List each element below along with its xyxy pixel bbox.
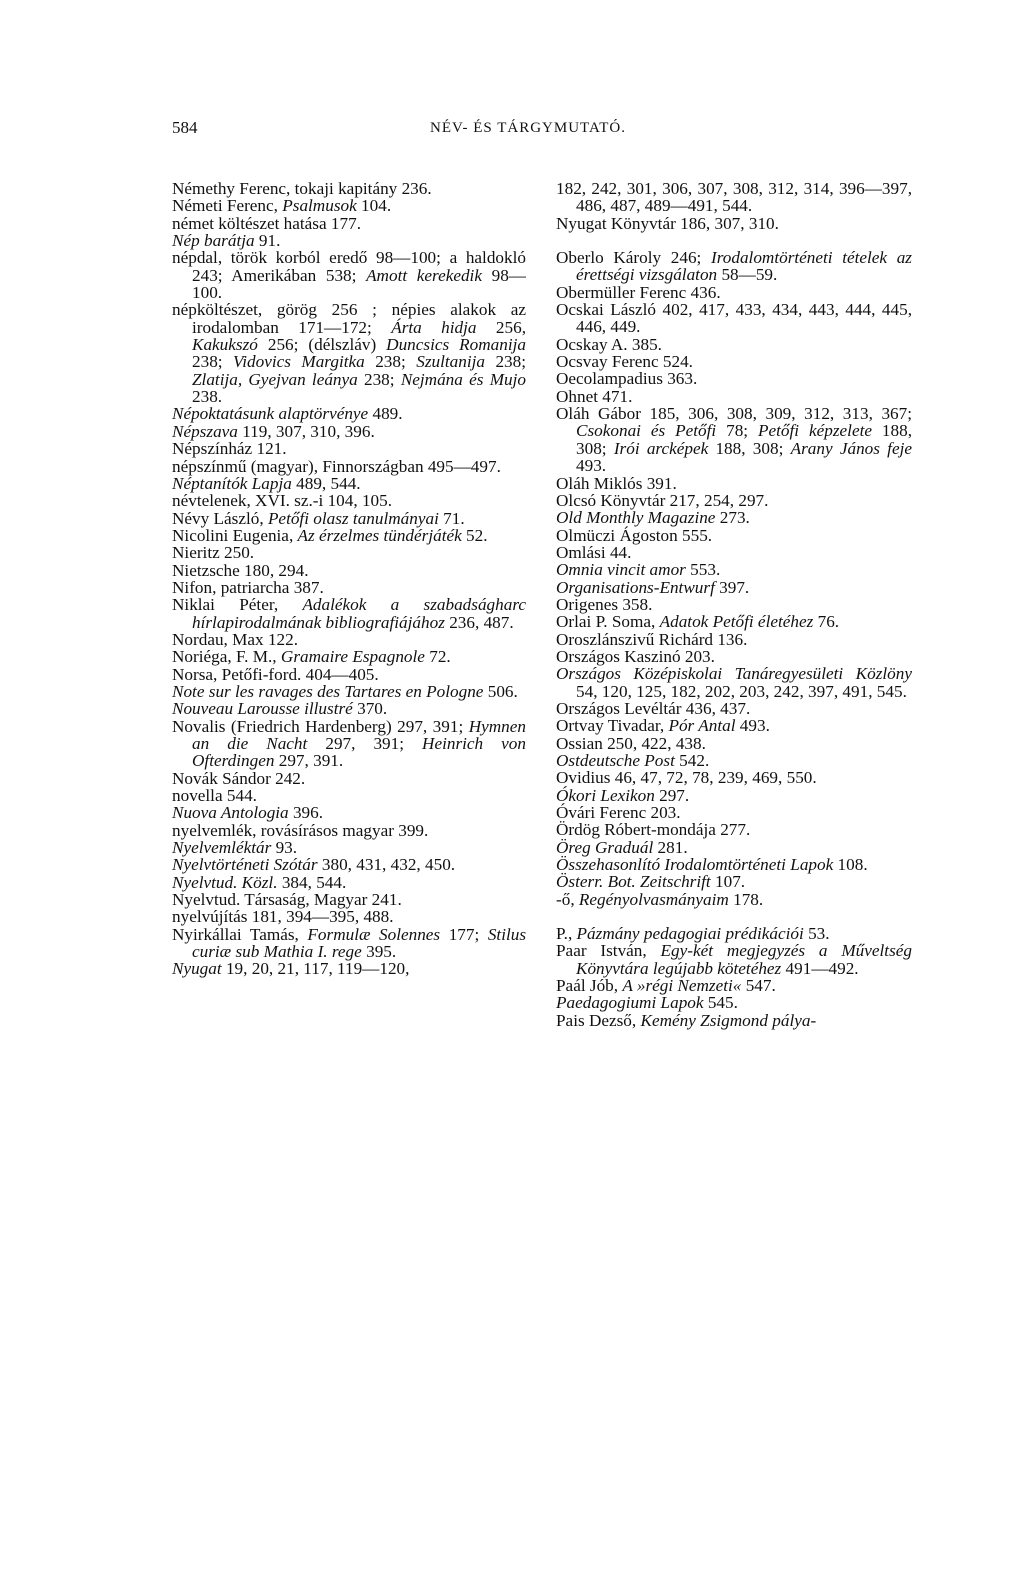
index-entry-italic-text: Nyelvemléktár — [172, 838, 272, 858]
index-entry — [556, 596, 912, 613]
index-entry-text: Ocsvay Ferenc 524. — [556, 352, 693, 372]
index-entry — [172, 718, 526, 770]
page-number: 584 — [172, 118, 198, 137]
index-entry — [556, 561, 912, 578]
index-entry-text: 98—100. — [192, 265, 526, 303]
index-entry-text: 182, 242, 301, 306, 307, 308, 312, 314, 396—397, 486, 487, 489—491, 544. — [556, 179, 912, 216]
index-entry — [172, 475, 526, 492]
index-entry — [556, 839, 912, 856]
index-entry-italic-text: Nyelvtud. Közl. — [172, 872, 278, 892]
index-entry-text: -ő, — [556, 889, 579, 909]
index-entry-text: Ortvay Tivadar, — [556, 716, 669, 736]
index-entry — [172, 180, 526, 197]
index-entry — [172, 215, 526, 232]
index-entry-text: népköltészet, görög 256 ; népies alakok az irodalomban 171—172; — [172, 300, 526, 337]
index-entry-italic-text: Adalékok a szabadságharc hírlapirodalmának bibliografiájához — [192, 595, 527, 632]
index-entry-text: 238; — [364, 352, 417, 372]
index-entry — [172, 770, 526, 787]
index-entry — [556, 249, 912, 284]
index-entry-text: népszínmű (magyar), Finnországban 495—497. — [172, 456, 501, 476]
index-entry-text: 256, — [476, 317, 526, 337]
index-entry — [172, 197, 526, 214]
index-entry-italic-text: Árta hidja — [391, 317, 477, 337]
index-entry — [556, 977, 912, 994]
index-entry-text: nyelvújítás 181, 394—395, 488. — [172, 907, 394, 927]
index-entry-text: 58—59. — [717, 265, 778, 285]
index-entry-italic-text: Old Monthly Magazine — [556, 508, 716, 528]
index-entry — [172, 856, 526, 873]
index-entry — [556, 804, 912, 821]
index-entry — [556, 821, 912, 838]
index-entry — [556, 994, 912, 1011]
index-entry — [556, 1012, 912, 1029]
index-entry-text: Oroszlánszivű Richárd 136. — [556, 629, 748, 649]
index-entry-italic-text: Egy-két megjegyzés a Műveltség Könyvtára legújabb kötetéhez — [576, 941, 912, 978]
index-entry-italic-text: Nyelvtörténeti Szótár — [172, 855, 318, 875]
index-entry — [172, 510, 526, 527]
index-entry-text: novella 544. — [172, 786, 257, 806]
index-entry-text: 489, 544. — [291, 473, 361, 493]
index-entry — [556, 665, 912, 700]
index-entry — [172, 926, 526, 961]
index-entry — [556, 492, 912, 509]
index-entry-text: Névy László, — [172, 508, 268, 528]
index-entry-italic-text: Petőfi olasz tanulmányai — [267, 508, 439, 528]
index-entry — [172, 700, 526, 717]
index-entry-italic-text: Gramaire Espagnole — [280, 647, 425, 667]
index-entry — [556, 180, 912, 215]
index-entry — [172, 232, 526, 249]
index-entry-text: Oecolampadius 363. — [556, 369, 698, 389]
index-entry — [172, 405, 526, 422]
index-entry — [556, 925, 912, 942]
index-entry — [556, 284, 912, 301]
index-entry-italic-text: Pór Antal — [668, 716, 736, 736]
index-entry — [172, 423, 526, 440]
index-entry — [556, 752, 912, 769]
index-entry — [556, 336, 912, 353]
index-entry-text: 542. — [674, 751, 710, 770]
index-entry-text: 281. — [653, 837, 688, 857]
index-entry-text: Novák Sándor 242. — [172, 768, 306, 788]
index-entry — [172, 822, 526, 839]
index-entry — [556, 700, 912, 717]
index-entry-text: Noriéga, F. M., — [172, 647, 281, 667]
index-entry-text: 104. — [356, 196, 392, 216]
index-entry — [172, 683, 526, 700]
index-entry-text: Olmüczi Ágoston 555. — [556, 525, 713, 545]
index-column-left — [172, 180, 526, 978]
index-entry — [556, 509, 912, 526]
index-entry-text: Paar István, — [556, 941, 661, 961]
index-entry-text: 553. — [685, 560, 721, 580]
index-entry-italic-text: Öreg Graduál — [556, 837, 654, 857]
index-entry-text: Ördög Róbert-mondája 277. — [556, 820, 751, 840]
index-entry-italic-text: Kemény Zsigmond pálya- — [640, 1010, 817, 1030]
index-entry — [172, 804, 526, 821]
index-entry-italic-text: Szultanija — [416, 352, 485, 372]
index-entry-italic-text: Pázmány pedagogiai prédikációi — [576, 924, 804, 944]
index-entry-text: Orlai P. Soma, — [556, 612, 660, 632]
index-entry-text: 188, 308; — [576, 421, 912, 458]
index-entry-text: Népszínház 121. — [172, 439, 287, 459]
index-entry-text: P., — [556, 924, 577, 944]
index-entry-text: 93. — [271, 838, 298, 858]
index-entry-text: Novalis (Friedrich Hardenberg) 297, 391; — [172, 716, 469, 736]
index-entry-text: 236, 487. — [444, 612, 514, 632]
index-entry-italic-text: Duncsics Romanija — [386, 335, 526, 355]
index-entry-text: 54, 120, 125, 182, 202, 203, 242, 397, 491, 545. — [576, 681, 907, 701]
index-entry-italic-text: Amott kerekedik — [366, 265, 482, 285]
index-entry-text: Origenes 358. — [556, 594, 653, 614]
index-entry — [556, 370, 912, 387]
index-entry-text: Óvári Ferenc 203. — [556, 803, 681, 823]
index-entry-text: nyelvemlék, rovásírásos magyar 399. — [172, 820, 429, 840]
index-entry — [556, 388, 912, 405]
index-entry-text: 493. — [735, 716, 770, 736]
index-entry-text: 493. — [576, 456, 607, 476]
index-entry — [172, 648, 526, 665]
index-entry-text: névtelenek, XVI. sz.-i 104, 105. — [172, 491, 393, 511]
index-entry-italic-text: Kakukszó — [192, 335, 258, 355]
index-entry-text: Nietzsche 180, 294. — [172, 560, 309, 580]
index-entry — [172, 440, 526, 457]
index-entry-text: 273. — [715, 508, 750, 528]
index-entry-italic-text: Irói arcképek — [613, 438, 709, 458]
index-entry-italic-text: Csokonai és Petőfi — [576, 421, 717, 441]
index-entry — [556, 873, 912, 890]
index-entry-italic-text: A »régi Nemzeti« — [622, 976, 742, 996]
index-entry-text: 297, 391; — [307, 734, 423, 753]
index-entry-italic-text: Ókori Lexikon — [556, 785, 655, 805]
index-entry-text: Nyugat Könyvtár 186, 307, 310. — [556, 213, 779, 233]
index-entry — [556, 544, 912, 561]
index-entry-italic-text: Nép barátja — [172, 231, 255, 251]
index-entry-italic-text: Néptanítók Lapja — [172, 473, 292, 493]
index-entry-text: 547. — [741, 976, 776, 996]
index-entry-italic-text: Paedagogiumi Lapok — [556, 993, 704, 1013]
index-entry-text: 53. — [803, 924, 830, 944]
index-entry — [556, 527, 912, 544]
index-entry — [556, 769, 912, 786]
index-entry — [172, 249, 526, 301]
index-entry-italic-text: Hymnen an die Nacht — [192, 716, 526, 753]
index-entry — [556, 475, 912, 492]
index-entry — [556, 856, 912, 873]
index-entry-italic-text: Österr. Bot. Zeitschrift — [556, 872, 711, 892]
index-entry-text: Niklai Péter, — [172, 595, 303, 615]
index-entry-italic-text: Népoktatásunk alaptörvénye — [172, 404, 369, 424]
index-entry-text: 297. — [654, 785, 690, 805]
index-entry-text: 76. — [813, 612, 840, 632]
index-entry-text: 256; (délszláv) — [257, 335, 387, 355]
index-entry-text: 238; — [484, 352, 527, 372]
index-entry — [172, 960, 526, 977]
index-entry-text: 489. — [368, 404, 403, 424]
index-entry-text: Norsa, Petőfi-ford. 404—405. — [172, 664, 379, 684]
index-entry-italic-text: Regényolvasmányaim — [578, 889, 729, 909]
index-entry — [172, 527, 526, 544]
index-entry — [172, 839, 526, 856]
index-entry-text: Oberlo Károly 246; — [556, 248, 711, 268]
index-entry-italic-text: Arany János feje — [790, 438, 912, 458]
index-entry-italic-text: Irodalomtörténeti tételek az érettségi vizsgálaton — [576, 248, 912, 285]
index-entry-text: 395. — [361, 942, 397, 962]
index-entry-text: 491—492. — [781, 958, 859, 978]
index-entry — [172, 492, 526, 509]
index-entry — [172, 891, 526, 908]
index-entry-italic-text: Vidovics Margitka — [233, 352, 365, 372]
index-entry-italic-text: Országos Középiskolai Tanáregyesületi Közlöny — [556, 664, 912, 684]
index-entry-text: 396. — [288, 803, 324, 823]
index-entry-text: népdal, török korból eredő 98—100; a haldokló 243; Amerikában 538; — [172, 248, 526, 285]
index-entry-italic-text: Stilus curiæ sub Mathia I. rege — [192, 924, 527, 962]
index-entry-text: 545. — [703, 993, 738, 1013]
index-entry-text: Országos Kaszinó 203. — [556, 646, 715, 666]
index-entry-italic-text: Nouveau Larousse illustré — [172, 699, 353, 719]
index-entry-italic-text: Omnia vincit amor — [556, 560, 686, 580]
index-entry-text: Nifon, patriarcha 387. — [172, 577, 324, 597]
index-entry-text: Nieritz 250. — [172, 543, 255, 563]
index-entry-text: 91. — [254, 231, 281, 251]
page-header — [172, 118, 884, 144]
index-entry-text: Oláh Miklós 391. — [556, 473, 677, 493]
index-entry — [172, 666, 526, 683]
index-entry-text: 78; — [716, 421, 759, 441]
index-entry-italic-text: Ostdeutsche Post — [556, 751, 675, 770]
index-entry-text: 107. — [710, 872, 746, 892]
index-entry-text: Omlási 44. — [556, 542, 632, 562]
index-entry-text: 506. — [483, 681, 518, 701]
index-entry-text: 297, 391. — [274, 751, 344, 771]
index-entry-italic-text: Formulæ Solennes — [307, 924, 441, 944]
index-entry-text: 397. — [714, 577, 750, 597]
index-entry-italic-text: Heinrich von Ofterdingen — [192, 734, 526, 771]
index-entry — [556, 215, 912, 232]
index-entry-text: 72. — [424, 647, 451, 667]
index-entry-text: 108. — [833, 855, 868, 875]
index-entry — [172, 544, 526, 561]
index-entry-italic-text: Az érzelmes tündérjáték — [297, 525, 462, 545]
index-entry-text: Országos Levéltár 436, 437. — [556, 698, 751, 718]
index-entry-text: Ocskai László 402, 417, 433, 434, 443, 444, 445, 446, 449. — [556, 300, 912, 337]
index-entry-text: Paál Jób, — [556, 976, 623, 996]
index-entry-text: 19, 20, 21, 117, 119—120, — [221, 959, 410, 979]
index-entry — [172, 874, 526, 891]
index-entry — [172, 631, 526, 648]
index-entry — [556, 631, 912, 648]
index-entry-text: 188, 308; — [708, 438, 791, 458]
index-entry — [556, 648, 912, 665]
index-entry-text: 384, 544. — [277, 872, 347, 892]
index-entry-italic-text: Zlatija, Gyejvan leánya — [192, 369, 358, 389]
index-entry-text: Ovidius 46, 47, 72, 78, 239, 469, 550. — [556, 768, 817, 788]
index-entry-italic-text: Note sur les ravages des Tartares en Pologne — [172, 681, 484, 701]
index-entry — [556, 405, 912, 474]
running-title: NÉV- ÉS TÁRGYMUTATÓ. — [430, 120, 626, 136]
index-entry-text: 52. — [461, 525, 488, 545]
index-entry — [556, 717, 912, 734]
index-entry-text: Olcsó Könyvtár 217, 254, 297. — [556, 490, 769, 510]
index-entry-italic-text: Petőfi képzelete — [758, 421, 872, 441]
index-entry-italic-text: Összehasonlító Irodalomtörténeti Lapok — [556, 855, 834, 875]
index-entry-italic-text: Psalmusok — [282, 196, 357, 216]
index-entry-text: 119, 307, 310, 396. — [237, 421, 375, 441]
index-entry — [556, 579, 912, 596]
index-entry — [172, 458, 526, 475]
index-entry-italic-text: Organisations-Entwurf — [556, 577, 715, 597]
index-entry — [172, 562, 526, 579]
index-entry-text: Némethy Ferenc, tokaji kapitány 236. — [172, 179, 432, 198]
index-entry — [172, 908, 526, 925]
index-entry-text: Oláh Gábor 185, 306, 308, 309, 312, 313, 367; — [556, 404, 912, 424]
index-entry-text: Nordau, Max 122. — [172, 629, 299, 649]
index-entry-text: német költészet hatása 177. — [172, 213, 361, 233]
index-entry — [556, 735, 912, 752]
index-entry-italic-text: Népszava — [172, 421, 238, 441]
index-entry-text: 238; — [192, 352, 234, 372]
index-entry — [172, 596, 526, 631]
index-entry-text: Ossian 250, 422, 438. — [556, 733, 706, 753]
index-entry-text: Pais Dezső, — [556, 1010, 641, 1030]
index-entry — [556, 353, 912, 370]
index-entry-text: 238. — [192, 387, 223, 407]
index-entry-text: 178. — [728, 889, 764, 909]
index-entry — [556, 613, 912, 630]
index-entry — [172, 301, 526, 405]
index-entry-italic-text: Nejmána és Mujo — [400, 369, 526, 389]
index-entry-text: 71. — [438, 508, 465, 528]
index-entry-italic-text: Nyugat — [172, 959, 222, 979]
index-entry-text: 177; — [440, 924, 488, 944]
index-entry-text: Nyelvtud. Társaság, Magyar 241. — [172, 890, 402, 910]
index-column-right — [556, 180, 912, 1029]
index-entry — [556, 787, 912, 804]
index-entry — [556, 891, 912, 908]
index-entry-text: Obermüller Ferenc 436. — [556, 282, 721, 302]
index-entry-text: Németi Ferenc, — [172, 196, 283, 216]
index-entry-text: 380, 431, 432, 450. — [317, 855, 456, 875]
index-entry-text: Nicolini Eugenia, — [172, 525, 298, 545]
index-entry-italic-text: Adatok Petőfi életéhez — [659, 612, 814, 632]
index-entry — [172, 579, 526, 596]
index-entry-text: Nyirkállai Tamás, — [172, 924, 308, 944]
index-entry-text: 370. — [352, 699, 388, 719]
index-entry-text: Ocskay A. 385. — [556, 334, 662, 354]
index-entry-text: Ohnet 471. — [556, 386, 633, 406]
index-entry — [172, 787, 526, 804]
index-entry — [556, 942, 912, 977]
index-entry — [556, 301, 912, 336]
index-entry-italic-text: Nuova Antologia — [172, 803, 289, 823]
index-entry-text: 238; — [357, 369, 401, 389]
